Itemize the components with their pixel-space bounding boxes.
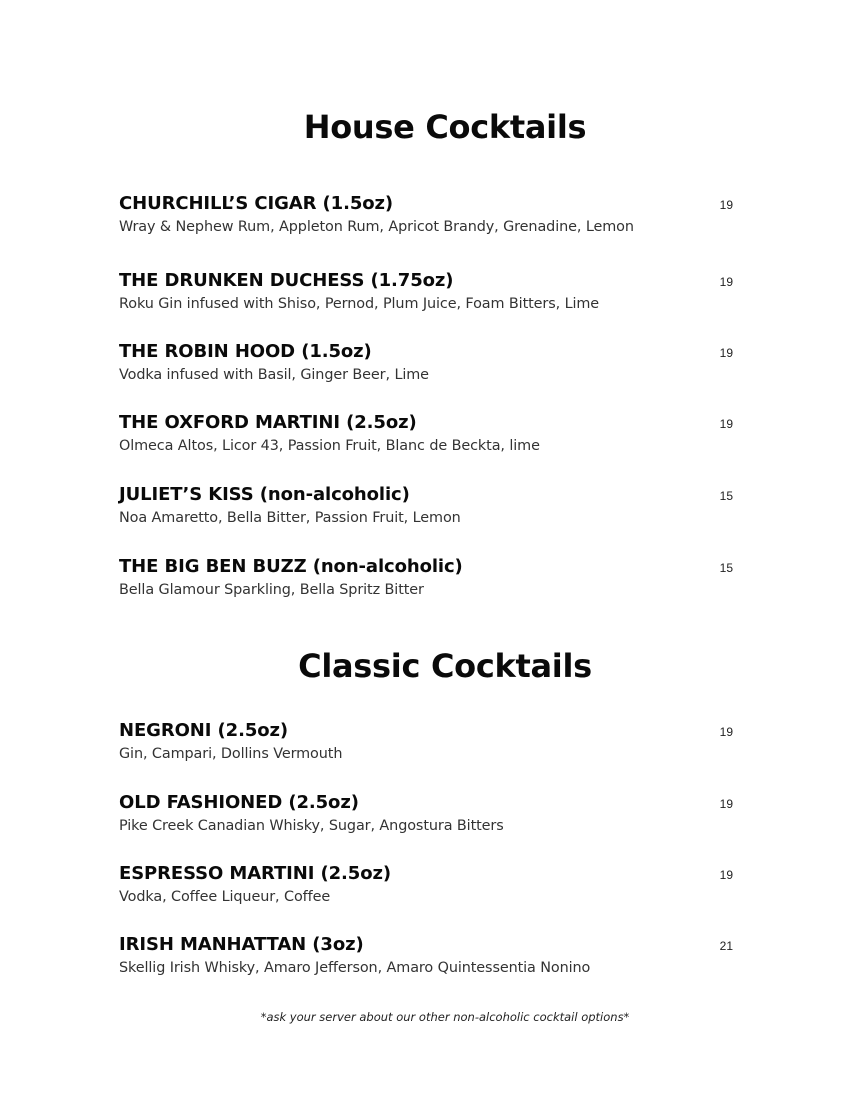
menu-item (119, 270, 735, 320)
menu-item (119, 863, 735, 913)
item-name: OLD FASHIONED (2.5oz) (119, 792, 359, 813)
item-price: 19 (719, 417, 733, 431)
item-name: JULIET’S KISS (non-alcoholic) (119, 484, 410, 505)
item-price: 19 (719, 346, 733, 360)
menu-item (119, 556, 735, 606)
section-title-classic-cocktails: Classic Cocktails (298, 647, 592, 685)
menu-item (119, 412, 735, 462)
item-name: THE DRUNKEN DUCHESS (1.75oz) (119, 270, 454, 291)
menu-item (119, 193, 735, 243)
item-description: Wray & Nephew Rum, Appleton Rum, Apricot Brandy, Grenadine, Lemon (119, 219, 634, 235)
item-description: Roku Gin infused with Shiso, Pernod, Plum Juice, Foam Bitters, Lime (119, 296, 600, 312)
item-name: ESPRESSO MARTINI (2.5oz) (119, 863, 391, 884)
item-description: Bella Glamour Sparkling, Bella Spritz Bitter (119, 582, 424, 598)
item-name: THE OXFORD MARTINI (2.5oz) (119, 412, 417, 433)
item-name: NEGRONI (2.5oz) (119, 720, 289, 741)
item-name: THE BIG BEN BUZZ (non-alcoholic) (119, 556, 463, 577)
item-price: 19 (719, 797, 733, 811)
item-name: THE ROBIN HOOD (1.5oz) (119, 341, 372, 362)
item-price: 15 (719, 489, 733, 503)
menu-item (119, 341, 735, 391)
item-description: Vodka, Coffee Liqueur, Coffee (119, 889, 331, 905)
item-description: Noa Amaretto, Bella Bitter, Passion Fruit, Lemon (119, 510, 461, 526)
menu-item (119, 484, 735, 534)
item-price: 15 (719, 561, 733, 575)
menu-item (119, 934, 735, 984)
item-name: CHURCHILL’S CIGAR (1.5oz) (119, 193, 394, 214)
item-description: Gin, Campari, Dollins Vermouth (119, 746, 343, 762)
item-price: 19 (719, 198, 733, 212)
footnote: *ask your server about our other non-alcoholic cocktail options* (260, 1010, 630, 1024)
item-description: Olmeca Altos, Licor 43, Passion Fruit, Blanc de Beckta, lime (119, 438, 540, 454)
section-title-house-cocktails: House Cocktails (303, 108, 587, 146)
item-description: Pike Creek Canadian Whisky, Sugar, Angostura Bitters (119, 818, 504, 834)
item-description: Vodka infused with Basil, Ginger Beer, Lime (119, 367, 429, 383)
item-price: 21 (719, 939, 733, 953)
item-name: IRISH MANHATTAN (3oz) (119, 934, 364, 955)
item-price: 19 (719, 275, 733, 289)
menu-item (119, 792, 735, 842)
item-price: 19 (719, 725, 733, 739)
item-price: 19 (719, 868, 733, 882)
menu-item (119, 720, 735, 770)
item-description: Skellig Irish Whisky, Amaro Jefferson, Amaro Quintessentia Nonino (119, 960, 591, 976)
